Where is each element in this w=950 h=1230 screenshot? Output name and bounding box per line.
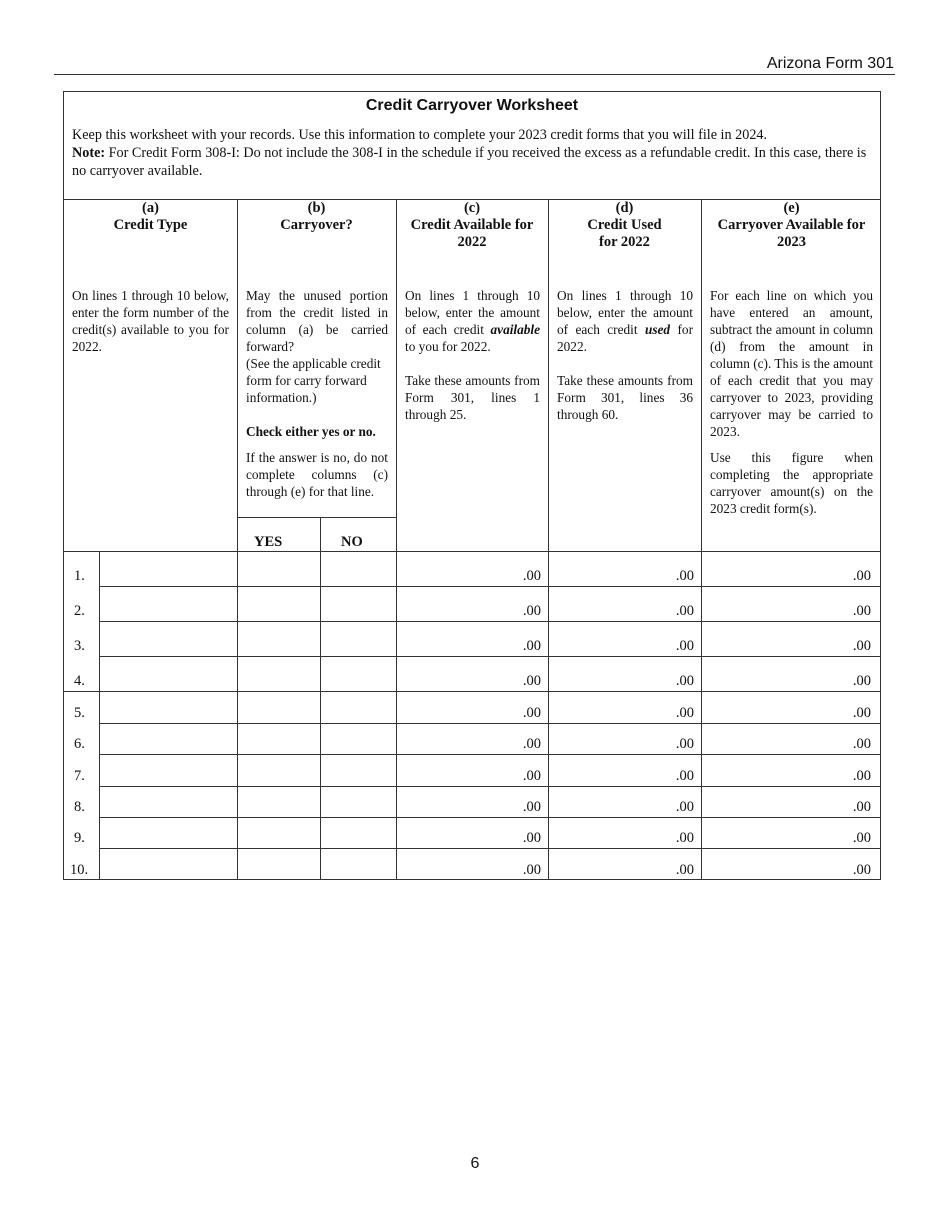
row-rule [237, 586, 880, 587]
intro-note [72, 144, 872, 180]
row-rule [237, 656, 880, 657]
amount-e[interactable]: .00 [852, 736, 871, 752]
amount-e[interactable]: .00 [852, 568, 871, 584]
col-b-title: Carryover? [280, 217, 353, 233]
col-divider-a-b [237, 199, 238, 880]
amount-c[interactable]: .00 [522, 603, 541, 619]
header-rule [54, 74, 895, 75]
col-divider-d-e [701, 199, 702, 880]
col-b-letter: (b) [307, 200, 326, 216]
col-c-description [405, 287, 540, 432]
row-number-divider [99, 551, 100, 880]
col-c-header [396, 200, 548, 251]
row-rule [99, 621, 237, 622]
amount-c[interactable]: .00 [522, 638, 541, 654]
amount-d[interactable]: .00 [675, 638, 694, 654]
col-d-header [548, 200, 701, 251]
amount-d[interactable]: .00 [675, 830, 694, 846]
form-label: Arizona Form 301 [766, 55, 894, 72]
col-b-desc-3: If the answer is no, do not complete columns (c) through (e) for that line. [246, 450, 388, 499]
col-b-header [237, 200, 396, 234]
col-divider-b-c [396, 199, 397, 880]
col-a-header [64, 200, 237, 234]
col-d-letter: (d) [615, 200, 634, 216]
col-e-desc-1: For each line on which you have entered an amount, subtract the amount in column (d) from the amount in column (c). This is the amount of each credit that you may carryover to 2023, providing carryover may be carried to 2023. [710, 288, 873, 439]
amount-d[interactable]: .00 [675, 603, 694, 619]
amount-c[interactable]: .00 [522, 830, 541, 846]
row-number: 1. [74, 568, 85, 584]
col-c-desc-emphasis: available [490, 322, 540, 337]
col-c-desc-pre: On lines 1 through 10 below, enter the amount of each credit [405, 288, 540, 337]
amount-d[interactable]: .00 [675, 568, 694, 584]
col-e-desc-2: Use this figure when completing the appropriate carryover amount(s) on the 2023 credit form(s). [710, 450, 873, 516]
worksheet-title: Credit Carryover Worksheet [365, 97, 579, 114]
worksheet-intro [72, 126, 872, 180]
col-c-desc-post: to you for 2022. [405, 339, 491, 354]
col-d-desc-post: for 2022. [557, 322, 693, 354]
row-number: 7. [74, 768, 85, 784]
amount-e[interactable]: .00 [852, 768, 871, 784]
col-a-desc-text: On lines 1 through 10 below, enter the form number of the credit(s) available to you for 2022. [72, 288, 229, 354]
row-rule [99, 848, 237, 849]
col-a-description [72, 287, 229, 364]
amount-d[interactable]: .00 [675, 768, 694, 784]
col-c-desc-2: Take these amounts from Form 301, lines 1 through 25. [405, 373, 540, 422]
amount-e[interactable]: .00 [852, 705, 871, 721]
amount-c[interactable]: .00 [522, 768, 541, 784]
row-rule [237, 723, 880, 724]
col-b-description [246, 287, 388, 509]
yes-label: YES [254, 534, 283, 550]
col-d-title-2: for 2022 [599, 234, 650, 250]
row-number: 4. [74, 673, 85, 689]
rows-top-rule [64, 551, 880, 552]
col-d-desc-2: Take these amounts from Form 301, lines 36 through 60. [557, 373, 693, 422]
row-number: 5. [74, 705, 85, 721]
col-d-description [557, 287, 693, 432]
row-rule [237, 754, 880, 755]
note-label: Note: [72, 145, 106, 161]
col-e-header [701, 200, 882, 251]
amount-d[interactable]: .00 [675, 673, 694, 689]
col-a-title: Credit Type [113, 217, 188, 233]
col-d-title-1: Credit Used [587, 217, 662, 233]
row-rule [237, 848, 880, 849]
yes-no-divider [320, 517, 321, 880]
credit-carryover-worksheet [63, 91, 881, 880]
amount-c[interactable]: .00 [522, 568, 541, 584]
col-d-desc-1 [557, 287, 693, 355]
amount-d[interactable]: .00 [675, 799, 694, 815]
amount-e[interactable]: .00 [852, 862, 871, 878]
row-rule [237, 817, 880, 818]
row-rule [99, 586, 237, 587]
col-b-desc-2: (See the applicable credit form for carry forward information.) [246, 356, 381, 405]
row-rule [64, 691, 880, 692]
col-d-desc-pre: On lines 1 through 10 below, enter the amount of each credit [557, 288, 693, 337]
col-c-desc-1 [405, 287, 540, 355]
col-e-letter: (e) [783, 200, 800, 216]
amount-e[interactable]: .00 [852, 603, 871, 619]
col-divider-c-d [548, 199, 549, 880]
col-a-letter: (a) [142, 200, 159, 216]
note-text: For Credit Form 308-I: Do not include the 308-I in the schedule if you received the excess as a refundable credit. In this case, there is no carryover available. [72, 145, 867, 179]
col-e-description [710, 287, 873, 526]
amount-c[interactable]: .00 [522, 799, 541, 815]
row-rule [237, 621, 880, 622]
col-c-title-2: 2022 [457, 234, 487, 250]
no-label: NO [341, 534, 363, 550]
amount-c[interactable]: .00 [522, 862, 541, 878]
amount-e[interactable]: .00 [852, 638, 871, 654]
yes-no-top-rule [237, 517, 396, 518]
col-b-check: Check either yes or no. [246, 424, 376, 439]
amount-d[interactable]: .00 [675, 705, 694, 721]
col-c-title-1: Credit Available for [410, 217, 534, 233]
row-rule [99, 786, 237, 787]
col-e-title-2: 2023 [777, 234, 806, 250]
amount-e[interactable]: .00 [852, 830, 871, 846]
row-number: 3. [74, 638, 85, 654]
col-d-desc-emphasis: used [644, 322, 671, 337]
col-b-desc-1: May the unused portion from the credit listed in column (a) be carried forward? [246, 288, 388, 354]
amount-c[interactable]: .00 [522, 673, 541, 689]
intro-line: Keep this worksheet with your records. Use this information to complete your 2023 credit forms that you will file in 2024. [72, 127, 768, 143]
page-number: 6 [470, 1155, 480, 1172]
row-rule [99, 656, 237, 657]
row-number: 10. [70, 862, 89, 878]
row-number: 2. [74, 603, 85, 619]
row-rule [99, 817, 237, 818]
col-e-title-1: Carryover Available for [717, 217, 866, 233]
amount-e[interactable]: .00 [852, 799, 871, 815]
row-rule [99, 754, 237, 755]
amount-d[interactable]: .00 [675, 862, 694, 878]
row-number: 6. [74, 736, 85, 752]
amount-c[interactable]: .00 [522, 705, 541, 721]
amount-c[interactable]: .00 [522, 736, 541, 752]
row-number: 8. [74, 799, 85, 815]
row-number: 9. [74, 830, 85, 846]
amount-e[interactable]: .00 [852, 673, 871, 689]
amount-d[interactable]: .00 [675, 736, 694, 752]
row-rule [99, 723, 237, 724]
col-c-letter: (c) [463, 200, 481, 216]
row-rule [237, 786, 880, 787]
